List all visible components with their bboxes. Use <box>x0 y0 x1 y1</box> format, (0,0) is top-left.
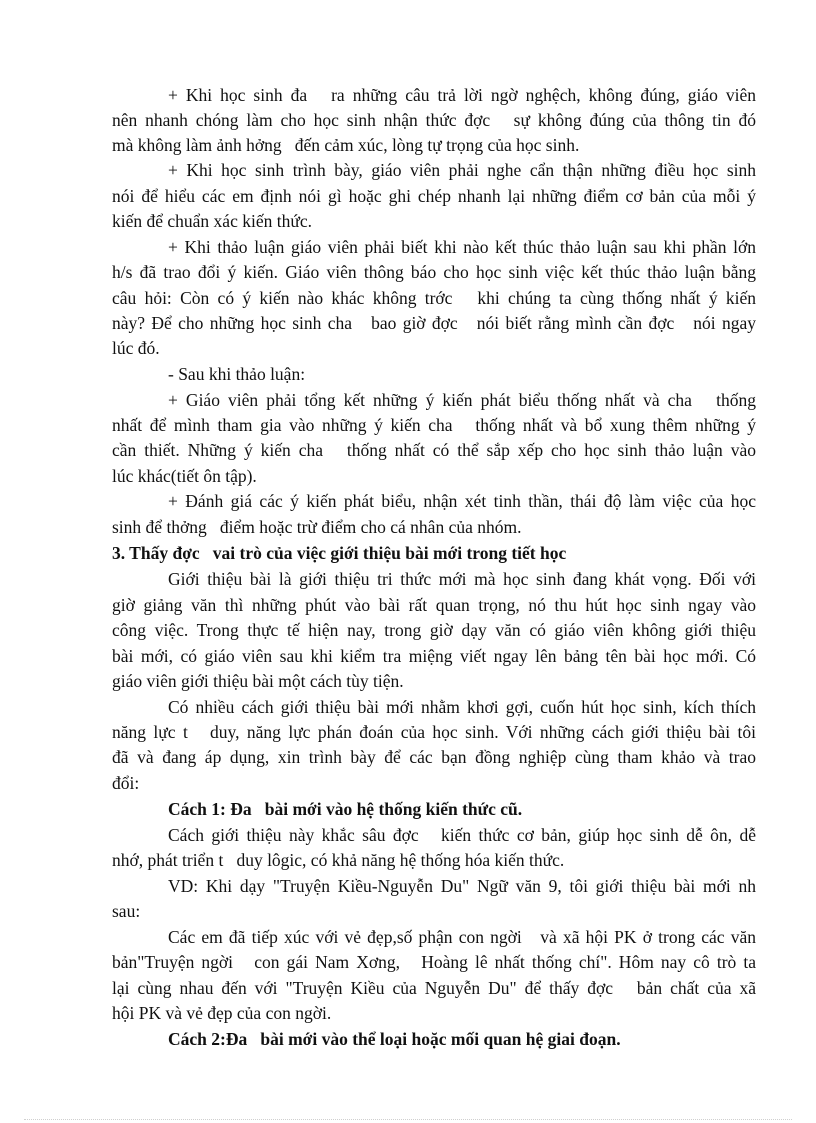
text-line: Giới thiệu bài là giới thiệu tri thức mới mà học sinh đang khát vọng. Đối với <box>168 569 756 589</box>
text-line: mà không làm ảnh hởng đến cảm xúc, lòng tự trọng của học sinh. <box>112 135 580 155</box>
text-line: bản"Truyện ngời con gái Nam Xơng, Hoàng lê nhất thống chí". Hôm nay cô trò ta <box>112 952 756 972</box>
text-line: Các em đã tiếp xúc với vẻ đẹp,số phận con ngời và xã hội PK ở trong các văn <box>168 927 756 947</box>
text-line: giáo viên giới thiệu bài một cách tùy tiện. <box>112 671 404 691</box>
text-line: lúc đó. <box>112 338 160 358</box>
text-line: + Khi học sinh đa ra những câu trả lời ngờ nghệch, không đúng, giáo viên <box>168 85 756 105</box>
text-line: lúc khác(tiết ôn tập). <box>112 466 257 486</box>
method-heading: Cách 1: Đa bài mới vào hệ thống kiến thức cũ. <box>168 799 523 819</box>
text-line: kiến để chuẩn xác kiến thức. <box>112 211 312 231</box>
text-line: nhất để mình tham gia vào những ý kiến cha thống nhất và bổ xung thêm những ý <box>112 415 756 435</box>
text-line: nhớ, phát triển t duy lôgic, có khả năng hệ thống hóa kiến thức. <box>112 850 565 870</box>
text-line: đã và đang áp dụng, xin trình bày để các bạn đồng nghiệp cùng tham khảo và trao <box>112 747 756 767</box>
text-line: nói để hiểu các em định nói gì hoặc ghi chép nhanh lại những điểm cơ bản của mỗi ý <box>112 186 756 206</box>
text-line: VD: Khi dạy "Truyện Kiều-Nguyễn Du" Ngữ văn 9, tôi giới thiệu bài mới nh <box>168 876 756 896</box>
text-line: lại cùng nhau đến với "Truyện Kiều của Nguyễn Du" để thấy đợc bản chất của xã <box>112 978 756 998</box>
text-line: sinh để thởng điểm hoặc trừ điểm cho cá nhân của nhóm. <box>112 517 522 537</box>
text-line: hội PK và vẻ đẹp của con ngời. <box>112 1003 332 1023</box>
text-line: câu hỏi: Còn có ý kiến nào khác không trớc khi chúng ta cùng thống nhất ý kiến <box>112 288 756 308</box>
text-line: cần thiết. Những ý kiến cha thống nhất có thể sắp xếp cho học sinh thảo luận vào <box>112 440 756 460</box>
text-line: + Khi thảo luận giáo viên phải biết khi nào kết thúc thảo luận sau khi phần lớn <box>168 237 756 257</box>
text-line: bài mới, có giáo viên sau khi kiểm tra miệng viết ngay lên bảng tên bài học mới. Có <box>112 646 756 666</box>
section-heading: 3. Thấy đợc vai trò của việc giới thiệu bài mới trong tiết học <box>112 543 567 563</box>
text-line: này? Để cho những học sinh cha bao giờ đợc nói biết rằng mình cần đợc nói ngay <box>112 313 756 333</box>
method-heading: Cách 2:Đa bài mới vào thể loại hoặc mối quan hệ giai đoạn. <box>168 1029 621 1049</box>
text-line: h/s đã trao đổi ý kiến. Giáo viên thông báo cho học sinh việc kết thúc thảo luận bằng <box>112 262 756 282</box>
page-bottom-rule <box>24 1119 792 1120</box>
text-line: giờ giảng văn thì những phút vào bài rất quan trọng, nó thu hút học sinh ngay vào <box>112 595 756 615</box>
text-line: đổi: <box>112 773 140 793</box>
text-line: Cách giới thiệu này khắc sâu đợc kiến thức cơ bản, giúp học sinh dễ ôn, dễ <box>168 825 756 845</box>
text-line: + Khi học sinh trình bày, giáo viên phải nghe cẩn thận những điều học sinh <box>168 160 756 180</box>
text-line: + Đánh giá các ý kiến phát biểu, nhận xét tinh thần, thái độ làm việc của học <box>168 491 756 511</box>
text-line: - Sau khi thảo luận: <box>168 364 306 384</box>
text-line: Có nhiều cách giới thiệu bài mới nhằm khơi gợi, cuốn hút học sinh, kích thích <box>168 697 756 717</box>
text-line: + Giáo viên phải tổng kết những ý kiến phát biểu thống nhất và cha thống <box>168 390 756 410</box>
text-line: năng lực t duy, năng lực phán đoán của học sinh. Với những cách giới thiệu bài tôi <box>112 722 756 742</box>
text-line: nên nhanh chóng làm cho học sinh nhận thức đợc sự không đúng của thông tin đó <box>112 110 756 130</box>
text-line: công việc. Trong thực tế hiện nay, trong giờ dạy văn có giáo viên không giới thiệu <box>112 620 756 640</box>
text-line: sau: <box>112 901 141 921</box>
